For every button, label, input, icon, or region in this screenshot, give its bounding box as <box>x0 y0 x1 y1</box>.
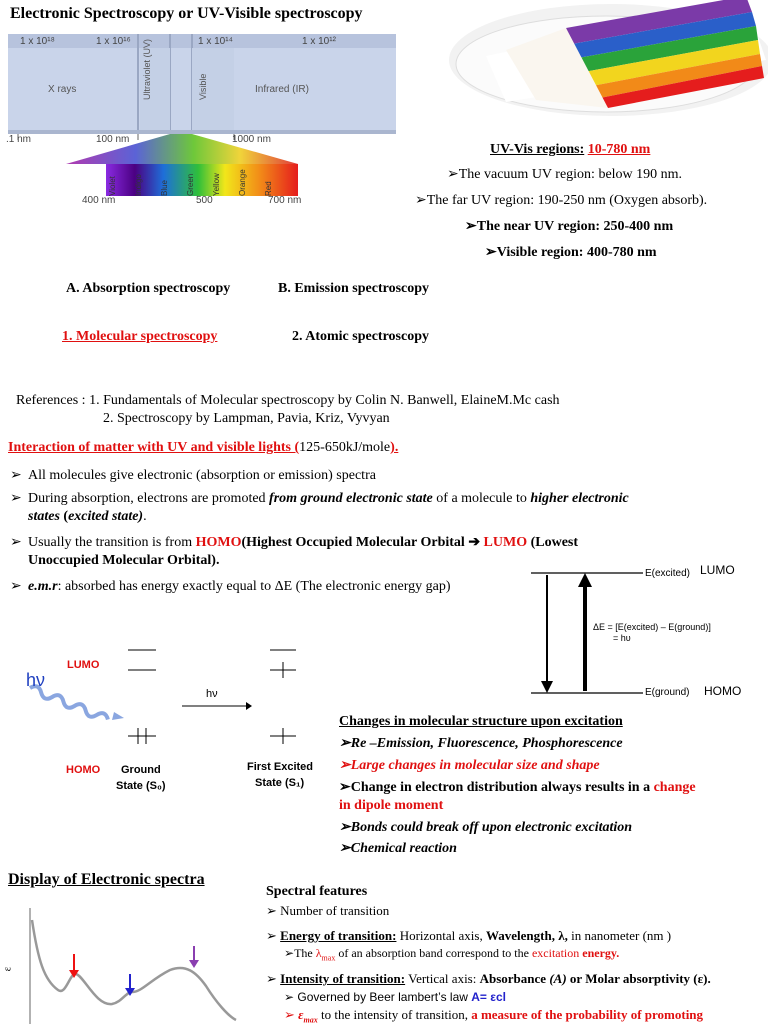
delta-e-formula: = hυ <box>613 633 631 643</box>
atomic-spectroscopy-label: 2. Atomic spectroscopy <box>292 329 429 344</box>
lumo-label: LUMO <box>67 659 100 671</box>
color-name: Orange <box>238 169 247 196</box>
orbital-diagram <box>20 640 320 760</box>
bullet-item: ➢ All molecules give electronic (absorption or emission) spectra <box>10 468 376 483</box>
uvvis-heading: UV-Vis regions: 10-780 nm <box>490 142 651 157</box>
changes-item: ➢Chemical reaction <box>339 841 457 856</box>
ground-label: E(ground) <box>645 687 690 698</box>
hv-label: hν <box>26 670 46 690</box>
ground-state-label: Ground <box>121 764 161 776</box>
bullet-item: ➢ During absorption, electrons are promoted from ground electronic state of a molecule to higher electronic <box>10 491 629 506</box>
epsilon-axis-label: ε <box>1 966 14 972</box>
uvvis-item: ➢The near UV region: 250-400 nm <box>465 219 674 234</box>
display-heading: Display of Electronic spectra <box>8 871 205 888</box>
changes-item: ➢Large changes in molecular size and shape <box>339 758 600 773</box>
molecular-spectroscopy-label: 1. Molecular spectroscopy <box>62 329 218 344</box>
changes-item: ➢Re –Emission, Fluorescence, Phosphorescence <box>339 736 623 751</box>
bottom-wl-label: 400 nm <box>82 195 116 206</box>
delta-e-formula: ΔE = [E(excited) – E(ground)] <box>593 622 711 632</box>
hv-arrow-label: hν <box>206 688 218 700</box>
color-name: Blue <box>160 179 169 196</box>
region-infrared: Infrared (IR) <box>255 84 309 95</box>
wavelength-label: 100 nm <box>96 134 130 145</box>
emission-label: B. Emission spectroscopy <box>278 281 430 296</box>
region-xrays: X rays <box>48 84 77 95</box>
spectrum-sketch <box>0 900 245 1024</box>
bullet-item: ➢ e.m.r: absorbed has energy exactly equal to ΔE (The electronic energy gap) <box>10 579 451 594</box>
em-spectrum-figure <box>8 30 400 210</box>
ground-state-label: State (S₀) <box>116 780 166 792</box>
excited-label: E(excited) <box>645 568 691 579</box>
uvvis-item: ➢The far UV region: 190-250 nm (Oxygen absorb). <box>415 193 708 208</box>
freq-label: 1 x 10¹² <box>302 36 336 47</box>
spectral-heading: Spectral features <box>266 884 368 899</box>
absorption-label: A. Absorption spectroscopy <box>66 281 231 296</box>
reference-line: References : 1. Fundamentals of Molecular spectroscopy by Colin N. Banwell, ElaineM.Mc cash <box>16 393 560 408</box>
uvvis-item: ➢Visible region: 400-780 nm <box>485 245 657 260</box>
bullet-item: ➢ Usually the transition is from HOMO(Highest Occupied Molecular Orbital ➔ LUMO (Lowest <box>10 535 579 550</box>
spectral-subitem: ➢ $\varepsilon_{max}$ to the intensity of transition, a measure of the probability of promoting <box>284 1007 704 1025</box>
wavelength-label: .1 nm <box>6 134 32 145</box>
region-uv: Ultraviolet (UV) <box>142 38 152 100</box>
spectral-subitem: ➢The $\lambda_{max}$ of an absorption band correspond to the excitation energy. <box>284 946 620 963</box>
bullet-item-cont: Unoccupied Molecular Orbital). <box>28 553 220 568</box>
spectral-subitem: ➢ Governed by Beer lambert’s law A= εcl <box>284 990 506 1004</box>
changes-item-cont: in dipole moment <box>339 798 444 813</box>
bottom-wl-label: 700 nm <box>268 195 302 206</box>
region-visible: Visible <box>198 73 208 100</box>
changes-item: ➢Change in electron distribution always results in a change <box>339 780 696 795</box>
freq-label: 1 x 10¹⁸ <box>20 36 55 47</box>
spectral-item: ➢ Intensity of transition: Vertical axis: Absorbance (A) or Molar absorptivity (ε). <box>266 971 711 986</box>
interaction-heading: Interaction of matter with UV and visible lights (125-650kJ/mole). <box>8 440 399 455</box>
homo-label: HOMO <box>704 684 742 698</box>
spectral-item: ➢ Energy of transition: Horizontal axis, Wavelength, λ, in nanometer (nm ) <box>266 928 672 943</box>
changes-heading: Changes in molecular structure upon excitation <box>339 714 623 729</box>
wavelength-label: 1000 nm <box>232 134 271 145</box>
spectral-item: ➢ Number of transition <box>266 903 390 918</box>
bullet-item-cont: states (excited state). <box>28 509 147 524</box>
bottom-wl-label: 500 <box>196 195 213 206</box>
color-name: Green <box>186 173 195 196</box>
color-name: Red <box>264 181 273 196</box>
freq-label: 1 x 10¹⁴ <box>198 36 233 47</box>
excited-state-label: State (S₁) <box>255 777 305 789</box>
excited-state-label: First Excited <box>247 761 314 773</box>
rainbow-cake-image <box>446 0 768 122</box>
lumo-label: LUMO <box>700 563 735 577</box>
freq-label: 1 x 10¹⁶ <box>96 36 131 47</box>
color-name: Yellow <box>212 173 221 196</box>
homo-label: HOMO <box>66 764 101 776</box>
uvvis-item: ➢The vacuum UV region: below 190 nm. <box>447 167 683 182</box>
color-name: Indigo <box>134 174 143 196</box>
reference-line: 2. Spectroscopy by Lampman, Pavia, Kriz, Vyvyan <box>103 411 390 426</box>
changes-item: ➢Bonds could break off upon electronic excitation <box>339 820 633 835</box>
color-name: Violet <box>108 176 117 196</box>
page-title: Electronic Spectroscopy or UV-Visible spectroscopy <box>10 5 363 22</box>
